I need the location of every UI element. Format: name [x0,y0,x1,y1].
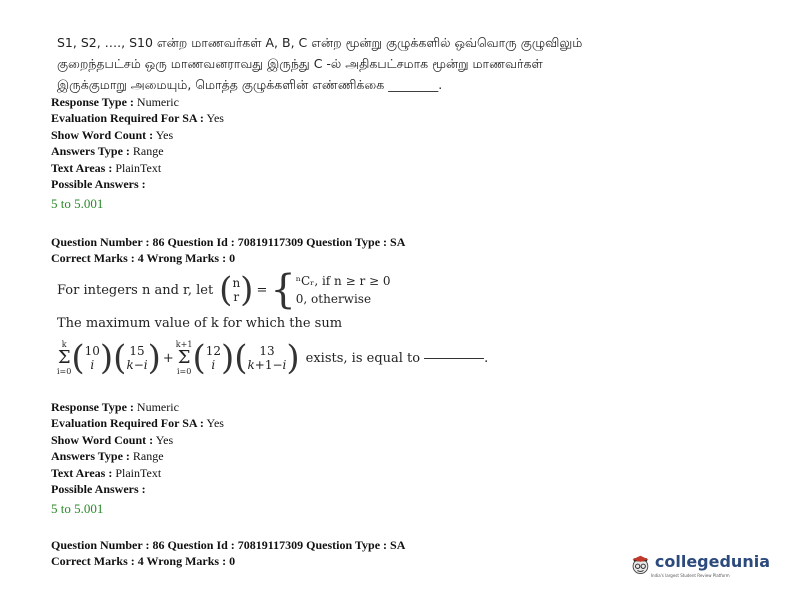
meta-row: Show Word Count : Yes [51,432,174,447]
tamil-line-3: இருக்குமாறு அமையும், மொத்த குழுக்களின் எண்ணிக்கை ________. [57,77,443,92]
meta-row: Response Type : Numeric [51,95,179,109]
question-sentence: The maximum value of k for which the sum [57,316,343,331]
meta-row: Response Type : Numeric [51,400,179,414]
meta-block-2 [51,399,224,518]
meta-row: Evaluation Required For SA : Yes [51,111,224,126]
sum-expression: k Σ i=0 ( 10 i )( 15 k−i ) + k+1 Σ i=0 ( 12 i )( 13 k+1−i ) exists, is equal to . [57,338,489,378]
question-86b-header [51,537,405,570]
sum-text: exists, is equal to [305,350,421,366]
logo-text: collegedunia [654,552,770,571]
mascot-icon [630,548,651,582]
binomial-n-r: ( n r ) [219,270,254,310]
meta-row: Text Areas : PlainText [51,465,162,480]
meta-row: Possible Answers : [51,482,146,497]
question-header: Question Number : 86 Question Id : 70819117309 Question Type : SA [51,235,406,249]
question-header: Question Number : 86 Question Id : 70819117309 Question Type : SA [51,538,406,552]
meta-row: Text Areas : PlainText [51,160,162,175]
definition-intro: For integers n and r, let [57,282,214,298]
question-marks: Correct Marks : 4 Wrong Marks : 0 [51,554,236,569]
definition-case-1: ⁿCᵣ, if n ≥ r ≥ 0 [295,274,391,288]
logo-tagline: India's largest Student Review Platform [650,573,730,578]
question-86-header [51,234,405,267]
meta-row: Answers Type : Range [51,449,164,464]
meta-row: Answers Type : Range [51,144,164,159]
possible-answer-1: 5 to 5.001 [51,196,104,212]
meta-row: Evaluation Required For SA : Yes [51,416,224,431]
collegedunia-logo [630,540,770,590]
meta-row: Possible Answers : [51,177,146,192]
tamil-line-1: S1, S2, …., S10 என்ற மாணவர்கள் A, B, C என்ற மூன்று குழுக்களில் ஒவ்வொரு குழுவிலும் [57,35,583,50]
definition: For integers n and r, let ( n r ) = { ⁿCᵣ, if n ≥ r ≥ 0 0, otherwise The maximum value of k for which the sum [57,267,391,331]
definition-case-2: 0, otherwise [295,292,372,306]
tamil-question [57,32,597,95]
tamil-line-2: குறைந்தபட்சம் ஒரு மாணவனராவது இருந்து C -ல் அதிகபட்சமாக மூன்று மாணவர்கள் [57,56,543,71]
meta-row: Show Word Count : Yes [51,127,174,142]
meta-block-1 [51,94,224,213]
possible-answer-2: 5 to 5.001 [51,501,104,517]
question-marks: Correct Marks : 4 Wrong Marks : 0 [51,251,236,266]
